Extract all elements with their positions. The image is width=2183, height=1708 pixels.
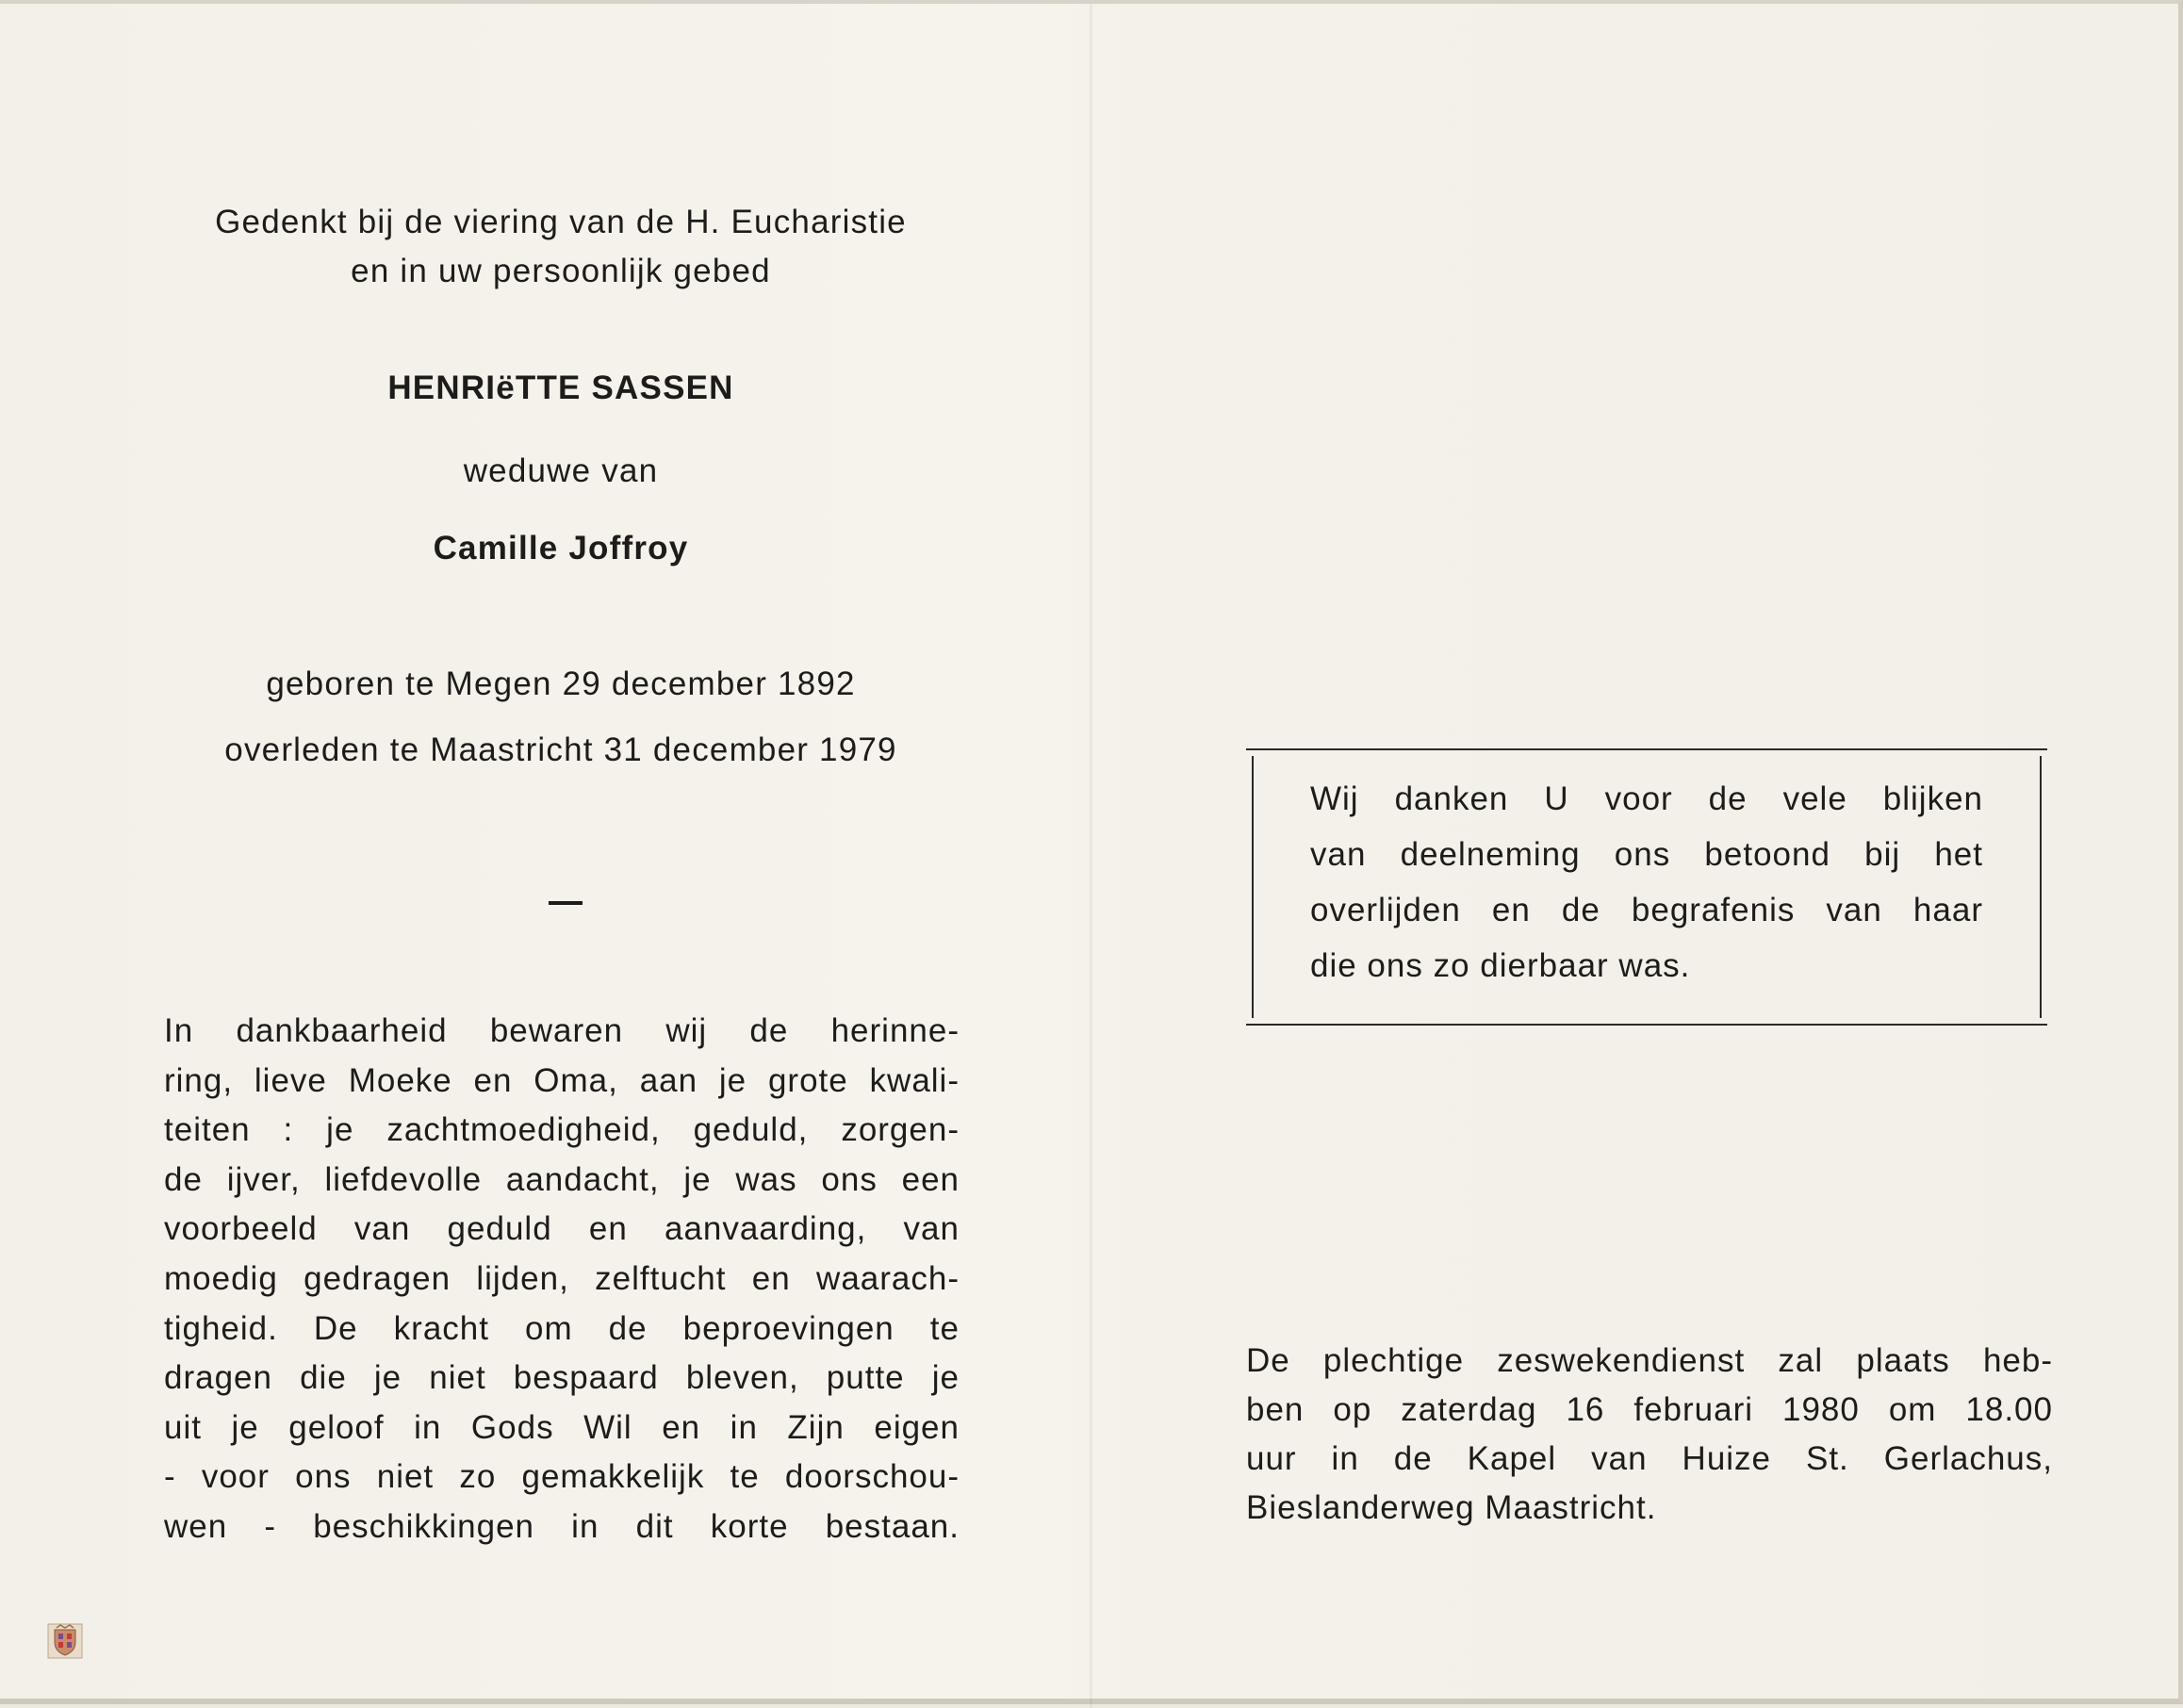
service-line: uur in de Kapel van Huize St. Gerlachus,	[1246, 1440, 2053, 1477]
thanks-line: van deelneming ons betoond bij het	[1310, 836, 1983, 873]
box-left-rule	[1252, 756, 1254, 1018]
tribute-line: dragen die je niet bespaard bleven, putte je	[164, 1359, 960, 1397]
tribute-line: ring, lieve Moeke en Oma, aan je grote kwali-	[164, 1061, 960, 1099]
intro-line-2: en in uw persoonlijk gebed	[351, 253, 771, 289]
death-line: overleden te Maastricht 31 december 1979	[224, 731, 897, 768]
thanks-line: overlijden en de begrafenis van haar	[1310, 892, 1983, 928]
coat-of-arms-icon	[47, 1623, 83, 1659]
widow-of-label: weduwe van	[463, 452, 659, 489]
thanks-line: die ons zo dierbaar was.	[1310, 947, 1691, 984]
service-line: De plechtige zeswekendienst zal plaats heb-	[1246, 1342, 2053, 1379]
spouse-name: Camille Joffroy	[433, 530, 689, 567]
tribute-line: moedig gedragen lijden, zelftucht en waarach-	[164, 1259, 960, 1297]
tribute-paragraph	[164, 1007, 960, 1552]
tribute-line: wen - beschikkingen in dit korte bestaan.	[164, 1507, 960, 1545]
tribute-line: de ijver, liefdevolle aandacht, je was ons een	[164, 1160, 960, 1198]
service-line: ben op zaterdag 16 februari 1980 om 18.00	[1246, 1391, 2053, 1428]
separator-dash	[549, 901, 583, 905]
intro-line-1: Gedenkt bij de viering van de H. Eucharistie	[215, 204, 907, 240]
box-right-rule	[2040, 756, 2042, 1018]
service-notice	[1246, 1337, 2053, 1533]
birth-line: geboren te Megen 29 december 1892	[266, 665, 856, 702]
tribute-line: voorbeeld van geduld en aanvaarding, van	[164, 1210, 960, 1248]
deceased-name: HENRIëTTE SASSEN	[387, 370, 734, 406]
tribute-line: In dankbaarheid bewaren wij de herinne-	[164, 1012, 960, 1049]
tribute-line: - voor ons niet zo gemakkelijk te doorschou-	[164, 1458, 960, 1496]
tribute-line: teiten : je zachtmoedigheid, geduld, zorgen-	[164, 1111, 960, 1149]
thanks-text	[1310, 771, 1983, 994]
thanks-line: Wij danken U voor de vele blijken	[1310, 780, 1983, 817]
thanks-box	[1246, 748, 2047, 1026]
service-line: Bieslanderweg Maastricht.	[1246, 1489, 1657, 1526]
tribute-line: uit je geloof in Gods Wil en in Zijn eigen	[164, 1408, 960, 1446]
tribute-line: tigheid. De kracht om de beproevingen te	[164, 1309, 960, 1347]
